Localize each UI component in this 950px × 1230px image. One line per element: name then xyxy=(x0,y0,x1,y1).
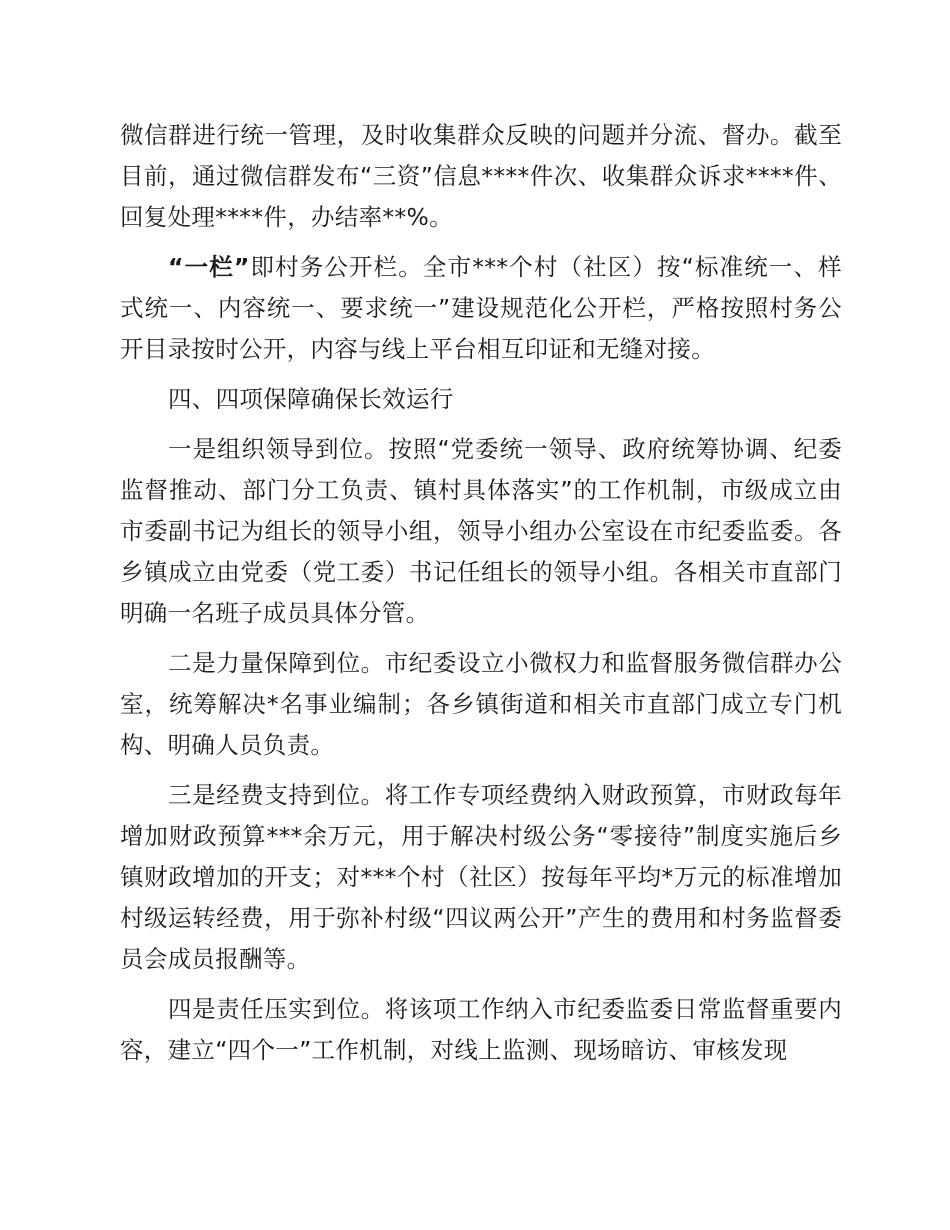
paragraph-text: 四是责任压实到位。将该项工作纳入市纪委监委日常监督重要内容，建立“四个一”工作机制，对线上监测、现场暗访、审核发现 xyxy=(120,995,842,1064)
paragraph-leadership xyxy=(120,429,842,634)
paragraph-text: 微信群进行统一管理，及时收集群众反映的问题并分流、督办。截至目前，通过微信群发布“三资”信息****件次、收集群众诉求****件、回复处理****件，办结率**%。 xyxy=(120,121,842,231)
paragraph-funding xyxy=(120,775,842,980)
paragraph-text: 即村务公开栏。全市***个村（社区）按“标准统一、样式统一、内容统一、要求统一”建设规范化公开栏，严格按照村务公开目录按时公开，内容与线上平台相互印证和无缝对接。 xyxy=(120,253,842,363)
paragraph-lead: “一栏” xyxy=(168,253,250,281)
paragraph-staffing xyxy=(120,643,842,766)
paragraph-text: 三是经费支持到位。将工作专项经费纳入财政预算，市财政每年增加财政预算***余万元，用于解决村级公务“零接待”制度实施后乡镇财政增加的开支；对***个村（社区）按每年平均*万元的标准增加村级运转经费，用于弥补村级“四议两公开”产生的费用和村务监督委员会成员报酬等。 xyxy=(120,781,842,973)
paragraph-wechat-management xyxy=(120,115,842,238)
paragraph-text: 二是力量保障到位。市纪委设立小微权力和监督服务微信群办公室，统筹解决*名事业编制；各乡镇街道和相关市直部门成立专门机构、明确人员负责。 xyxy=(120,649,842,759)
paragraph-responsibility xyxy=(120,989,842,1071)
paragraph-one-column xyxy=(120,247,842,370)
heading-text: 四、四项保障确保长效运行 xyxy=(168,385,454,413)
paragraph-text: 一是组织领导到位。按照“党委统一领导、政府统筹协调、纪委监督推动、部门分工负责、镇村具体落实”的工作机制，市级成立由市委副书记为组长的领导小组，领导小组办公室设在市纪委监委。各乡镇成立由党委（党工委）书记任组长的领导小组。各相关市直部门明确一名班子成员具体分管。 xyxy=(120,435,842,627)
document-page xyxy=(120,115,842,1080)
section-heading-four-guarantees xyxy=(120,379,842,420)
